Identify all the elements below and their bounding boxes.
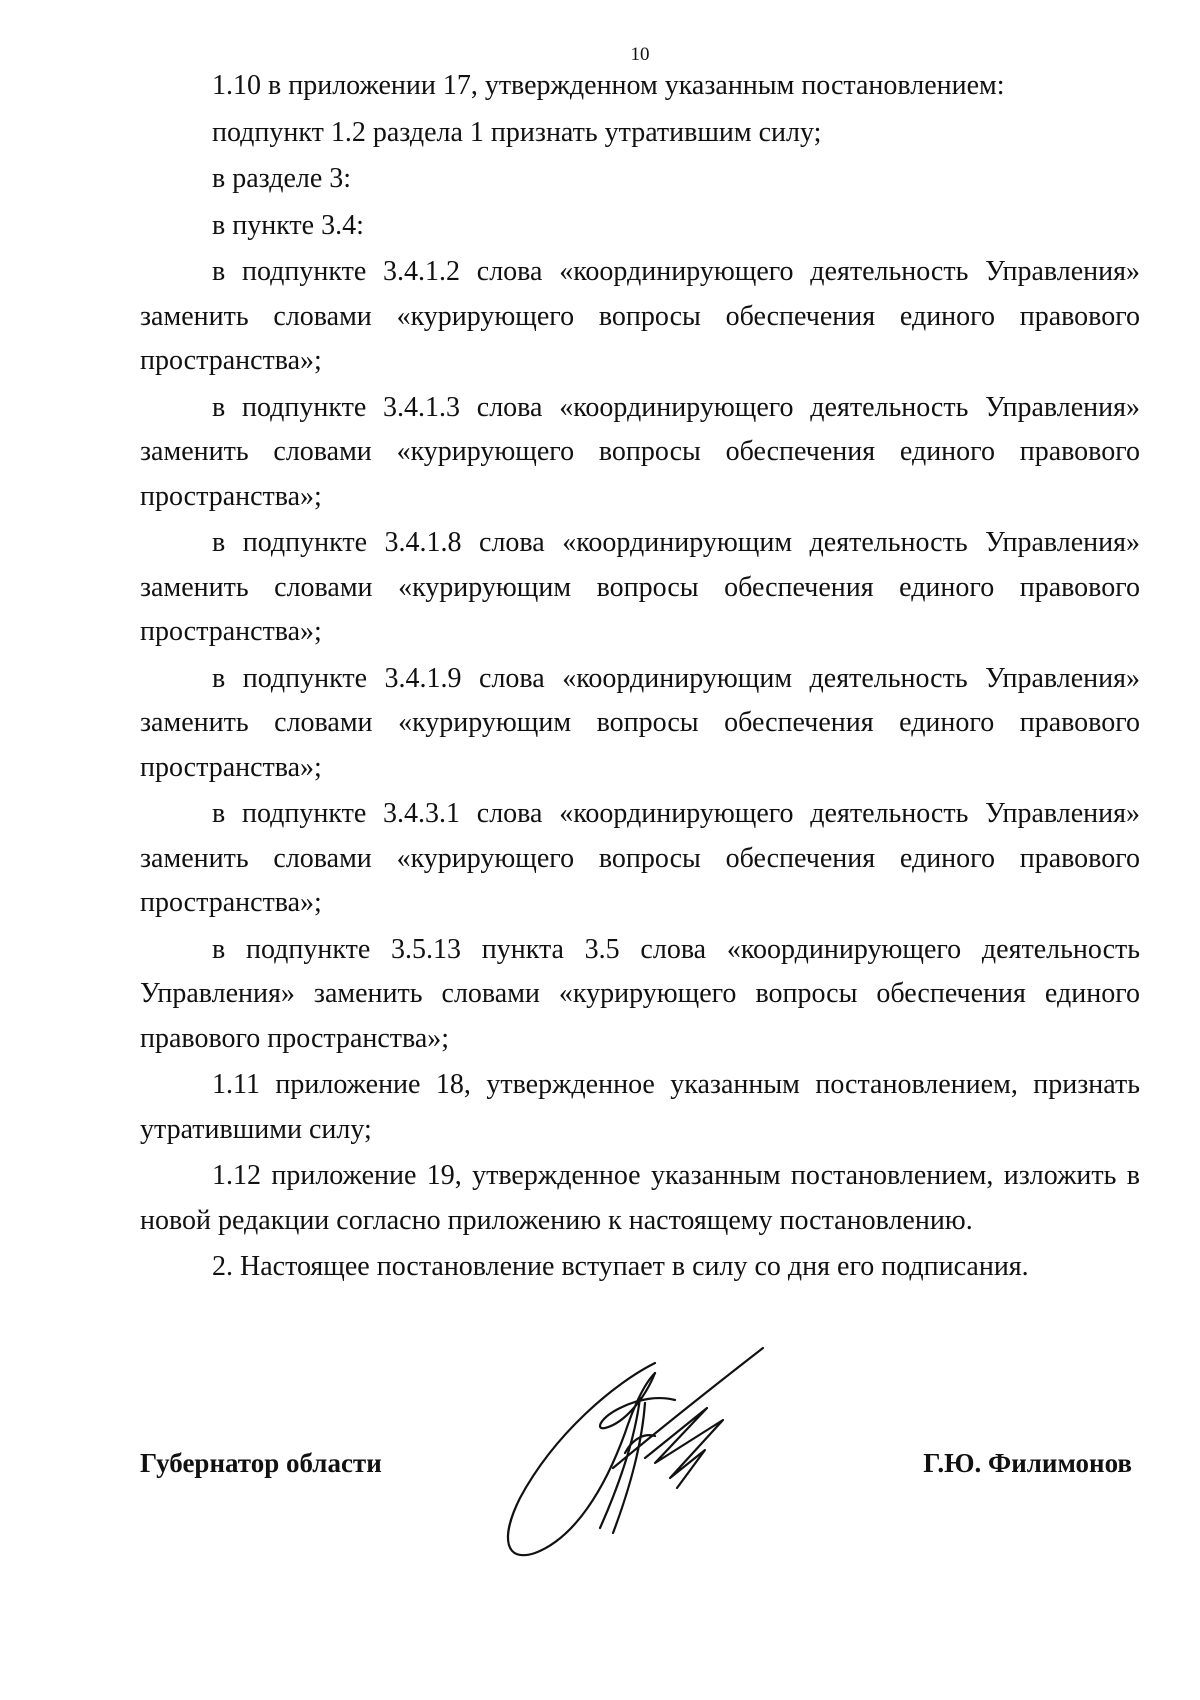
paragraph-1-12: 1.12 приложение 19, утвержденное указанным постановлением, изложить в новой редакции согласно приложению к настоящему постановлению. (140, 1160, 1140, 1236)
paragraph-3-4-3-1: в подпункте 3.4.3.1 слова «координирующего деятельность Управления» заменить словами «курирующего вопросы обеспечения единого правового пространства»; (140, 798, 1140, 918)
paragraph-subclause-1-2: подпункт 1.2 раздела 1 признать утратившим силу; (212, 116, 822, 148)
paragraph-1-11: 1.11 приложение 18, утвержденное указанным постановлением, признать утратившими силу; (140, 1069, 1140, 1145)
paragraph-3-4-1-9: в подпункте 3.4.1.9 слова «координирующим деятельность Управления» заменить словами «курирующим вопросы обеспечения единого правового пространства»; (140, 662, 1140, 783)
paragraph-1-10: 1.10 в приложении 17, утвержденном указанным постановлением: (212, 70, 1005, 101)
paragraph-3-4-1-8: в подпункте 3.4.1.8 слова «координирующим деятельность Управления» заменить словами «курирующим вопросы обеспечения единого правового пространства»; (140, 527, 1140, 647)
paragraph-section-3: в разделе 3: (212, 163, 352, 194)
signatory-title: Губернатор области (140, 1448, 382, 1478)
paragraph-3-4-1-2: в подпункте 3.4.1.2 слова «координирующего деятельность Управления» заменить словами «курирующего вопросы обеспечения единого правового пространства»; (140, 256, 1140, 376)
page-number: 10 (630, 44, 650, 65)
paragraph-point-3-4: в пункте 3.4: (212, 209, 364, 241)
paragraph-3-4-1-3: в подпункте 3.4.1.3 слова «координирующего деятельность Управления» заменить словами «курирующего вопросы обеспечения единого правового пространства»; (140, 391, 1140, 512)
signatory-name: Г.Ю. Филимонов (923, 1448, 1132, 1478)
document-body (140, 64, 1140, 1290)
signature-block (140, 1448, 1132, 1488)
paragraph-3-5-13: в подпункте 3.5.13 пункта 3.5 слова «координирующего деятельность Управления» заменить словами «курирующего вопросы обеспечения единого правового пространства»; (140, 933, 1140, 1054)
paragraph-2: 2. Настоящее постановление вступает в силу со дня его подписания. (212, 1251, 1029, 1282)
